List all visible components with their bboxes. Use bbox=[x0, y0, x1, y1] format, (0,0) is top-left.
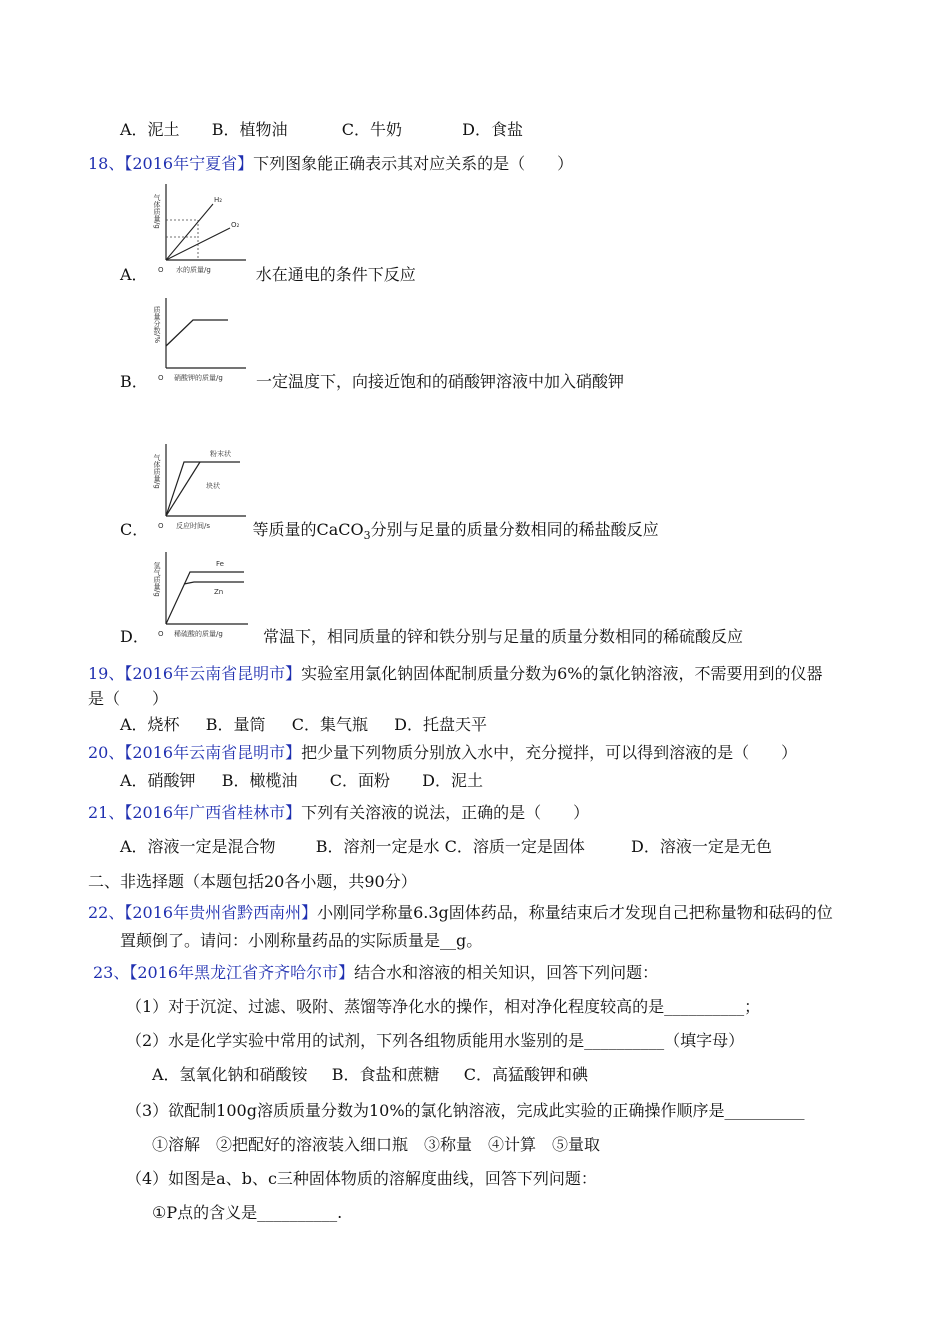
q19-stem-line2 bbox=[88, 686, 168, 709]
q17-option-b: B．植物油 bbox=[211, 120, 288, 139]
q18-option-d bbox=[120, 624, 743, 647]
q23-part-4-sub1: ①P点的含义是__________. bbox=[152, 1203, 343, 1222]
q19-stem-2: 是（ ） bbox=[88, 689, 169, 708]
q18a-text: 水在通电的条件下反应 bbox=[255, 265, 416, 284]
q23-part-2-options bbox=[152, 1062, 588, 1085]
q18c-text-post: 分别与足量的质量分数相同的稀盐酸反应 bbox=[370, 520, 659, 539]
q21-stem-line bbox=[88, 800, 589, 823]
q21-option-bc: B．溶剂一定是水 C．溶质一定是固体 bbox=[315, 837, 585, 856]
q22-stem-line2: 置颠倒了。请问：小刚称量药品的实际质量是__g。 bbox=[120, 931, 483, 950]
q18-stem-line bbox=[88, 151, 573, 174]
q18c-text-pre: 等质量的 bbox=[252, 520, 317, 539]
q23-p2-option-b: B．食盐和蔗糖 bbox=[331, 1065, 440, 1084]
q20-option-b: B．橄榄油 bbox=[221, 771, 298, 790]
q18b-xlabel: 硝酸钾的质量/g bbox=[174, 374, 223, 382]
q23-part-4: （4）如图是a、b、c三种固体物质的溶解度曲线，回答下列问题： bbox=[126, 1169, 597, 1188]
q21-number: 21、 bbox=[88, 803, 125, 822]
q19-option-d: D．托盘天平 bbox=[394, 715, 487, 734]
q17-options bbox=[120, 117, 523, 140]
q18d-series-fe: Fe bbox=[216, 560, 224, 568]
q23-source: 【2016年黑龙江省齐齐哈尔市】 bbox=[129, 963, 355, 982]
q18c-formula: CaCO bbox=[316, 520, 364, 539]
q18a-origin: O bbox=[158, 266, 164, 274]
q18c-ylabel: 气体质量/g bbox=[153, 454, 161, 489]
q19-number: 19、 bbox=[88, 664, 125, 683]
q18d-series-zn: Zn bbox=[214, 588, 224, 596]
q18c-series-block: 块状 bbox=[206, 482, 220, 490]
q19-source: 【2016年云南省昆明市】 bbox=[124, 664, 302, 683]
q22-stem-1: 小刚同学称量6.3g固体药品，称量结束后才发现自己把称量物和砝码的位 bbox=[317, 903, 833, 922]
q20-stem: 把少量下列物质分别放入水中，充分搅拌，可以得到溶液的是（ ） bbox=[301, 743, 798, 762]
q18d-origin: O bbox=[158, 630, 164, 638]
q18c-origin: O bbox=[158, 522, 164, 530]
q18c-xlabel: 反应时间/s bbox=[176, 522, 211, 530]
q23-part-3: （3）欲配制100g溶质质量分数为10%的氯化钠溶液，完成此实验的正确操作顺序是__________ bbox=[126, 1101, 805, 1120]
q18b-letter: B． bbox=[120, 372, 148, 391]
q18a-series-o2: O₂ bbox=[231, 221, 240, 229]
q18b-text: 一定温度下，向接近饱和的硝酸钾溶液中加入硝酸钾 bbox=[255, 372, 624, 391]
q19-option-a: A．烧杯 bbox=[120, 715, 180, 734]
q18d-text: 常温下，相同质量的锌和铁分别与足量的质量分数相同的稀硫酸反应 bbox=[263, 627, 744, 646]
q18c-formula-sub: 3 bbox=[363, 529, 371, 543]
q18a-ylabel: 气体质量/g bbox=[153, 194, 161, 229]
q21-option-d: D．溶液一定是无色 bbox=[631, 837, 772, 856]
q18-option-b bbox=[120, 369, 624, 392]
q20-stem-line bbox=[88, 740, 797, 763]
q18a-letter: A． bbox=[120, 265, 148, 284]
q18d-letter: D． bbox=[120, 627, 149, 646]
q23-p2-option-a: A．氢氧化钠和硝酸铵 bbox=[152, 1065, 308, 1084]
q23-part-3-steps: ①溶解 ②把配好的溶液装入细口瓶 ③称量 ④计算 ⑤量取 bbox=[152, 1135, 601, 1154]
q19-stem-1: 实验室用氯化钠固体配制质量分数为6%的氯化钠溶液，不需要用到的仪器 bbox=[301, 664, 823, 683]
q23-stem-line bbox=[93, 960, 658, 983]
q18-number: 18、 bbox=[88, 154, 125, 173]
q20-option-a: A．硝酸钾 bbox=[120, 771, 196, 790]
q22-stem-line1 bbox=[88, 900, 833, 923]
q20-source: 【2016年云南省昆明市】 bbox=[124, 743, 302, 762]
q23-part-2: （2）水是化学实验中常用的试剂，下列各组物质能用水鉴别的是__________（填字母） bbox=[126, 1031, 745, 1050]
q18a-xlabel: 水的质量/g bbox=[176, 266, 211, 274]
q23-p2-option-c: C．高猛酸钾和碘 bbox=[463, 1065, 588, 1084]
q23-number: 23、 bbox=[93, 963, 130, 982]
q18a-series-h2: H₂ bbox=[214, 196, 223, 204]
q19-stem-line1 bbox=[88, 661, 823, 684]
q18c-letter: C． bbox=[120, 520, 149, 539]
q23-stem: 结合水和溶液的相关知识，回答下列问题： bbox=[354, 963, 659, 982]
q18-stem: 下列图象能正确表示其对应关系的是（ ） bbox=[253, 154, 574, 173]
q17-option-c: C．牛奶 bbox=[341, 120, 402, 139]
q20-options bbox=[120, 768, 483, 791]
q21-source: 【2016年广西省桂林市】 bbox=[124, 803, 302, 822]
q19-options bbox=[120, 712, 487, 735]
q18b-ylabel: 质量分数/% bbox=[153, 306, 161, 344]
q17-option-d: D．食盐 bbox=[462, 120, 523, 139]
section-2-heading: 二、非选择题（本题包括20各小题，共90分） bbox=[88, 872, 417, 891]
q18c-series-powder: 粉末状 bbox=[210, 450, 231, 458]
q21-options bbox=[120, 834, 772, 857]
q17-option-a: A．泥土 bbox=[120, 120, 180, 139]
q22-number: 22、 bbox=[88, 903, 125, 922]
q18-source: 【2016年宁夏省】 bbox=[124, 154, 254, 173]
q22-source: 【2016年贵州省黔西南州】 bbox=[124, 903, 318, 922]
q19-option-b: B．量筒 bbox=[205, 715, 266, 734]
q19-option-c: C．集气瓶 bbox=[291, 715, 368, 734]
q20-option-c: C．面粉 bbox=[329, 771, 390, 790]
q21-option-a: A．溶液一定是混合物 bbox=[120, 837, 276, 856]
q20-number: 20、 bbox=[88, 743, 125, 762]
q18-option-c bbox=[120, 517, 659, 542]
q20-option-d: D．泥土 bbox=[422, 771, 483, 790]
q18b-origin: O bbox=[158, 374, 164, 382]
q18d-ylabel: 氢气质量/g bbox=[153, 562, 161, 597]
q23-part-1: （1）对于沉淀、过滤、吸附、蒸馏等净化水的操作，相对净化程度较高的是__________； bbox=[126, 997, 761, 1016]
q21-stem: 下列有关溶液的说法，正确的是（ ） bbox=[301, 803, 590, 822]
q18d-xlabel: 稀硫酸的质量/g bbox=[174, 630, 223, 638]
q18-option-a bbox=[120, 262, 416, 285]
